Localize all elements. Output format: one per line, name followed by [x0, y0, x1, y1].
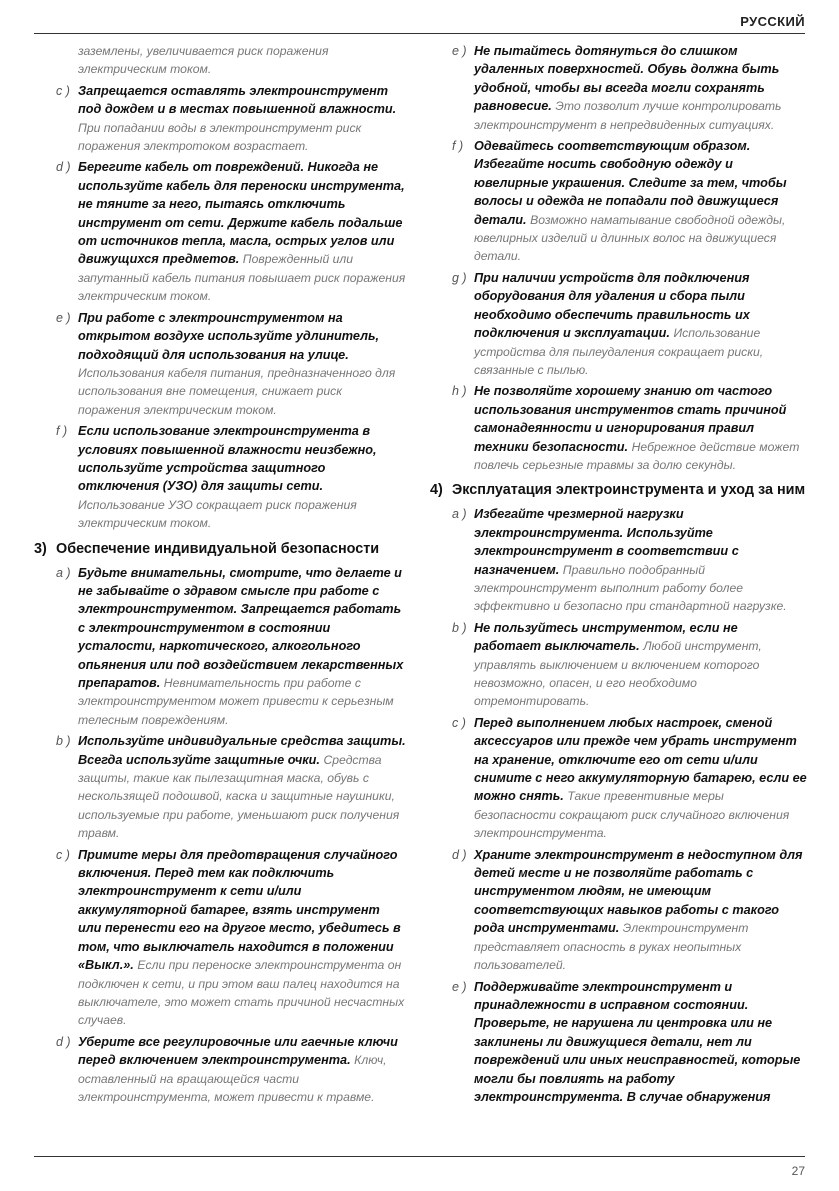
item-explanation: Ключ, оставленный на вращающейся части электроинструмента, может привести к травме. [78, 1053, 387, 1104]
item-letter: e ) [56, 310, 71, 325]
item-letter: c ) [56, 83, 70, 98]
item-letter: b ) [56, 734, 71, 749]
item-letter: e ) [452, 979, 467, 994]
item-bold-text: Запрещается оставлять электроинструмент под дождем и в местах повышенной влажности. [78, 83, 397, 117]
list-item [34, 846, 406, 1030]
list-item [430, 619, 808, 711]
item-bold-text: Перед выполнением любых настроек, сменой аксессуаров или прежде чем убрать инструмент на хранение, отключите его от сети и/или снимите с него аккумуляторную батарею, если ее можно снять. [474, 715, 807, 804]
list-item [34, 82, 406, 156]
language-label: РУССКИЙ [740, 14, 805, 29]
list-item [430, 137, 808, 266]
section-number: 4) [430, 482, 443, 499]
item-explanation: Если при переноске электроинструмента он подключен к сети, и при этом ваш палец находится на выключателе, это может стать причиной несчастных случаев. [78, 958, 405, 1028]
item-letter: c ) [56, 847, 70, 862]
item-bold-text: Будьте внимательны, смотрите, что делаете и не забывайте о здравом смысле при работе с электроинструментом. Запрещается работать с электроинструментом в состоянии усталости, наркотического, алкогольного опьянения или под воздействием лекарственных препаратов. [78, 565, 404, 690]
left-column [34, 42, 406, 1109]
item-bold-text: Поддерживайте электроинструмент и принадлежности в исправном состоянии. Проверьте, не нарушена ли центровка или не заклинены ли движущиеся детали, нет ли повреждений или иных неисправностей, которые могли бы повлиять на работу электроинструмента. В случае обнаружения [474, 979, 801, 1104]
item-explanation: Правильно подобранный электроинструмент выполнит работу более эффективно и безопасно при стандартной нагрузке. [474, 562, 787, 614]
item-letter: c ) [452, 715, 466, 730]
list-item [34, 42, 406, 79]
item-explanation: Любой инструмент, управлять выключением и включением которого невозможно, опасен, и его необходимо отремонтировать. [474, 639, 762, 709]
item-explanation: Электроинструмент представляет опасность в руках неопытных пользователей. [474, 921, 749, 973]
top-divider [34, 33, 805, 34]
list-item [34, 564, 406, 730]
item-bold-text: Избегайте чрезмерной нагрузки электроинструмента. Используйте электроинструмент в соответствии с назначением. [474, 507, 739, 577]
list-item [430, 505, 808, 615]
item-letter: a ) [56, 565, 71, 580]
item-explanation: Средства защиты, такие как пылезащитная маска, обувь с нескользящей подошвой, каска и защитные наушники, используемые при работе, уменьшают риск получения травм. [78, 752, 400, 841]
list-item [34, 1033, 406, 1107]
section-title: Обеспечение индивидуальной безопасности [56, 540, 380, 557]
item-bold-text: Не пользуйтесь инструментом, если не работает выключатель. [474, 620, 738, 654]
item-explanation: Такие превентивные меры безопасности сокращают риск случайного включения электроинструмента. [474, 789, 790, 841]
item-letter: d ) [56, 1034, 71, 1049]
item-explanation: Небрежное действие может повлечь серьезные травмы за долю секунды. [474, 439, 800, 472]
item-letter: f ) [452, 139, 464, 154]
item-letter: h ) [452, 384, 467, 399]
list-item [34, 422, 406, 532]
list-item [34, 158, 406, 305]
item-explanation: Использования кабеля питания, предназначенного для использования вне помещения, снижает риск поражения электрическим током. [78, 365, 396, 417]
right-column [430, 42, 808, 1109]
item-letter: g ) [452, 270, 467, 285]
item-bold-text: Не позволяйте хорошему знанию от частого использования инструментов стать причиной самонадеянности и игнорирования правил техники безопасности. [474, 384, 787, 454]
item-explanation: При попадании воды в электроинструмент риск поражения электротоком возрастает. [78, 120, 362, 154]
item-bold-text: Если использование электроинструмента в условиях повышенной влажности неизбежно, используйте устройства защитного отключения (УЗО) для защиты сети. [78, 424, 377, 494]
list-item [430, 978, 808, 1107]
item-bold-text: Не пытайтесь дотянуться до слишком удаленных поверхностей. Обувь должна быть удобной, чтобы вы всегда могли сохранять равновесие. [474, 44, 780, 114]
item-bold-text: Используйте индивидуальные средства защиты. Всегда используйте защитные очки. [78, 734, 406, 767]
list-item [430, 714, 808, 843]
item-explanation: Использование устройства для пылеудаления сокращает риски, связанные с пылью. [474, 326, 764, 377]
list-item [430, 269, 808, 379]
section-heading [34, 539, 406, 559]
section-title: Эксплуатация электроинструмента и уход за ним [452, 482, 806, 499]
bottom-divider [34, 1156, 805, 1157]
item-bold-text: Примите меры для предотвращения случайного включения. Перед тем как подключить электроинструмент к сети и/или аккумуляторной батарее, взять инструмент или перенести его на другое место, убедитесь в том, что выключатель находится в положении «Выкл.». [78, 847, 401, 973]
item-letter: b ) [452, 620, 467, 635]
item-bold-text: Храните электроинструмент в недоступном для детей месте и не позволяйте работать с инструментом людям, не имеющим соответствующих навыков работы с такого рода инструментами. [474, 847, 803, 936]
item-explanation: Возможно наматывание свободной одежды, ювелирных изделий и длинных волос на движущиеся детали. [474, 212, 786, 264]
list-item [430, 382, 808, 474]
item-explanation: Это позволит лучше контролировать электроинструмент в непредвиденных ситуациях. [474, 99, 782, 132]
item-letter: d ) [56, 160, 71, 175]
list-item [430, 42, 808, 134]
list-item [34, 309, 406, 419]
item-bold-text: При наличии устройств для подключения оборудования для удаления и сбора пыли необходимо обеспечить правильность их подключения и эксплуатации. [474, 270, 750, 341]
item-bold-text: Одевайтесь соответствующим образом. Избегайте носить свободную одежду и ювелирные украшения. Следите за тем, чтобы волосы и одежда не попадали под движущиеся детали. [474, 139, 787, 227]
page-number: 27 [791, 1164, 805, 1178]
item-bold-text: Уберите все регулировочные или гаечные ключи перед включением электроинструмента. [78, 1034, 398, 1068]
item-letter: d ) [452, 847, 467, 862]
item-letter: f ) [56, 424, 68, 439]
item-letter: e ) [452, 44, 467, 58]
section-number: 3) [34, 540, 47, 557]
item-explanation: Поврежденный или запутанный кабель питания повышает риск поражения электрическим током. [78, 252, 406, 304]
continuation-text: заземлены, увеличивается риск поражения электрическим током. [78, 44, 329, 77]
item-letter: a ) [452, 507, 467, 522]
item-explanation: Невнимательность при работе с электроинструментом может привести к серьезным телесным повреждениям. [78, 676, 394, 727]
list-item [430, 846, 808, 975]
item-explanation: Использование УЗО сокращает риск поражения электрическим током. [78, 497, 357, 531]
item-bold-text: При работе с электроинструментом на открытом воздухе используйте удлинитель, подходящий для использования на улице. [78, 310, 380, 362]
section-heading [430, 480, 808, 500]
item-bold-text: Берегите кабель от повреждений. Никогда не используйте кабель для переноски инструмента, не тяните за него, пытаясь отключить инструмент от сети. Держите кабель подальше от источников тепла, масла, острых углов или движущихся предметов. [78, 160, 405, 267]
list-item [34, 732, 406, 842]
